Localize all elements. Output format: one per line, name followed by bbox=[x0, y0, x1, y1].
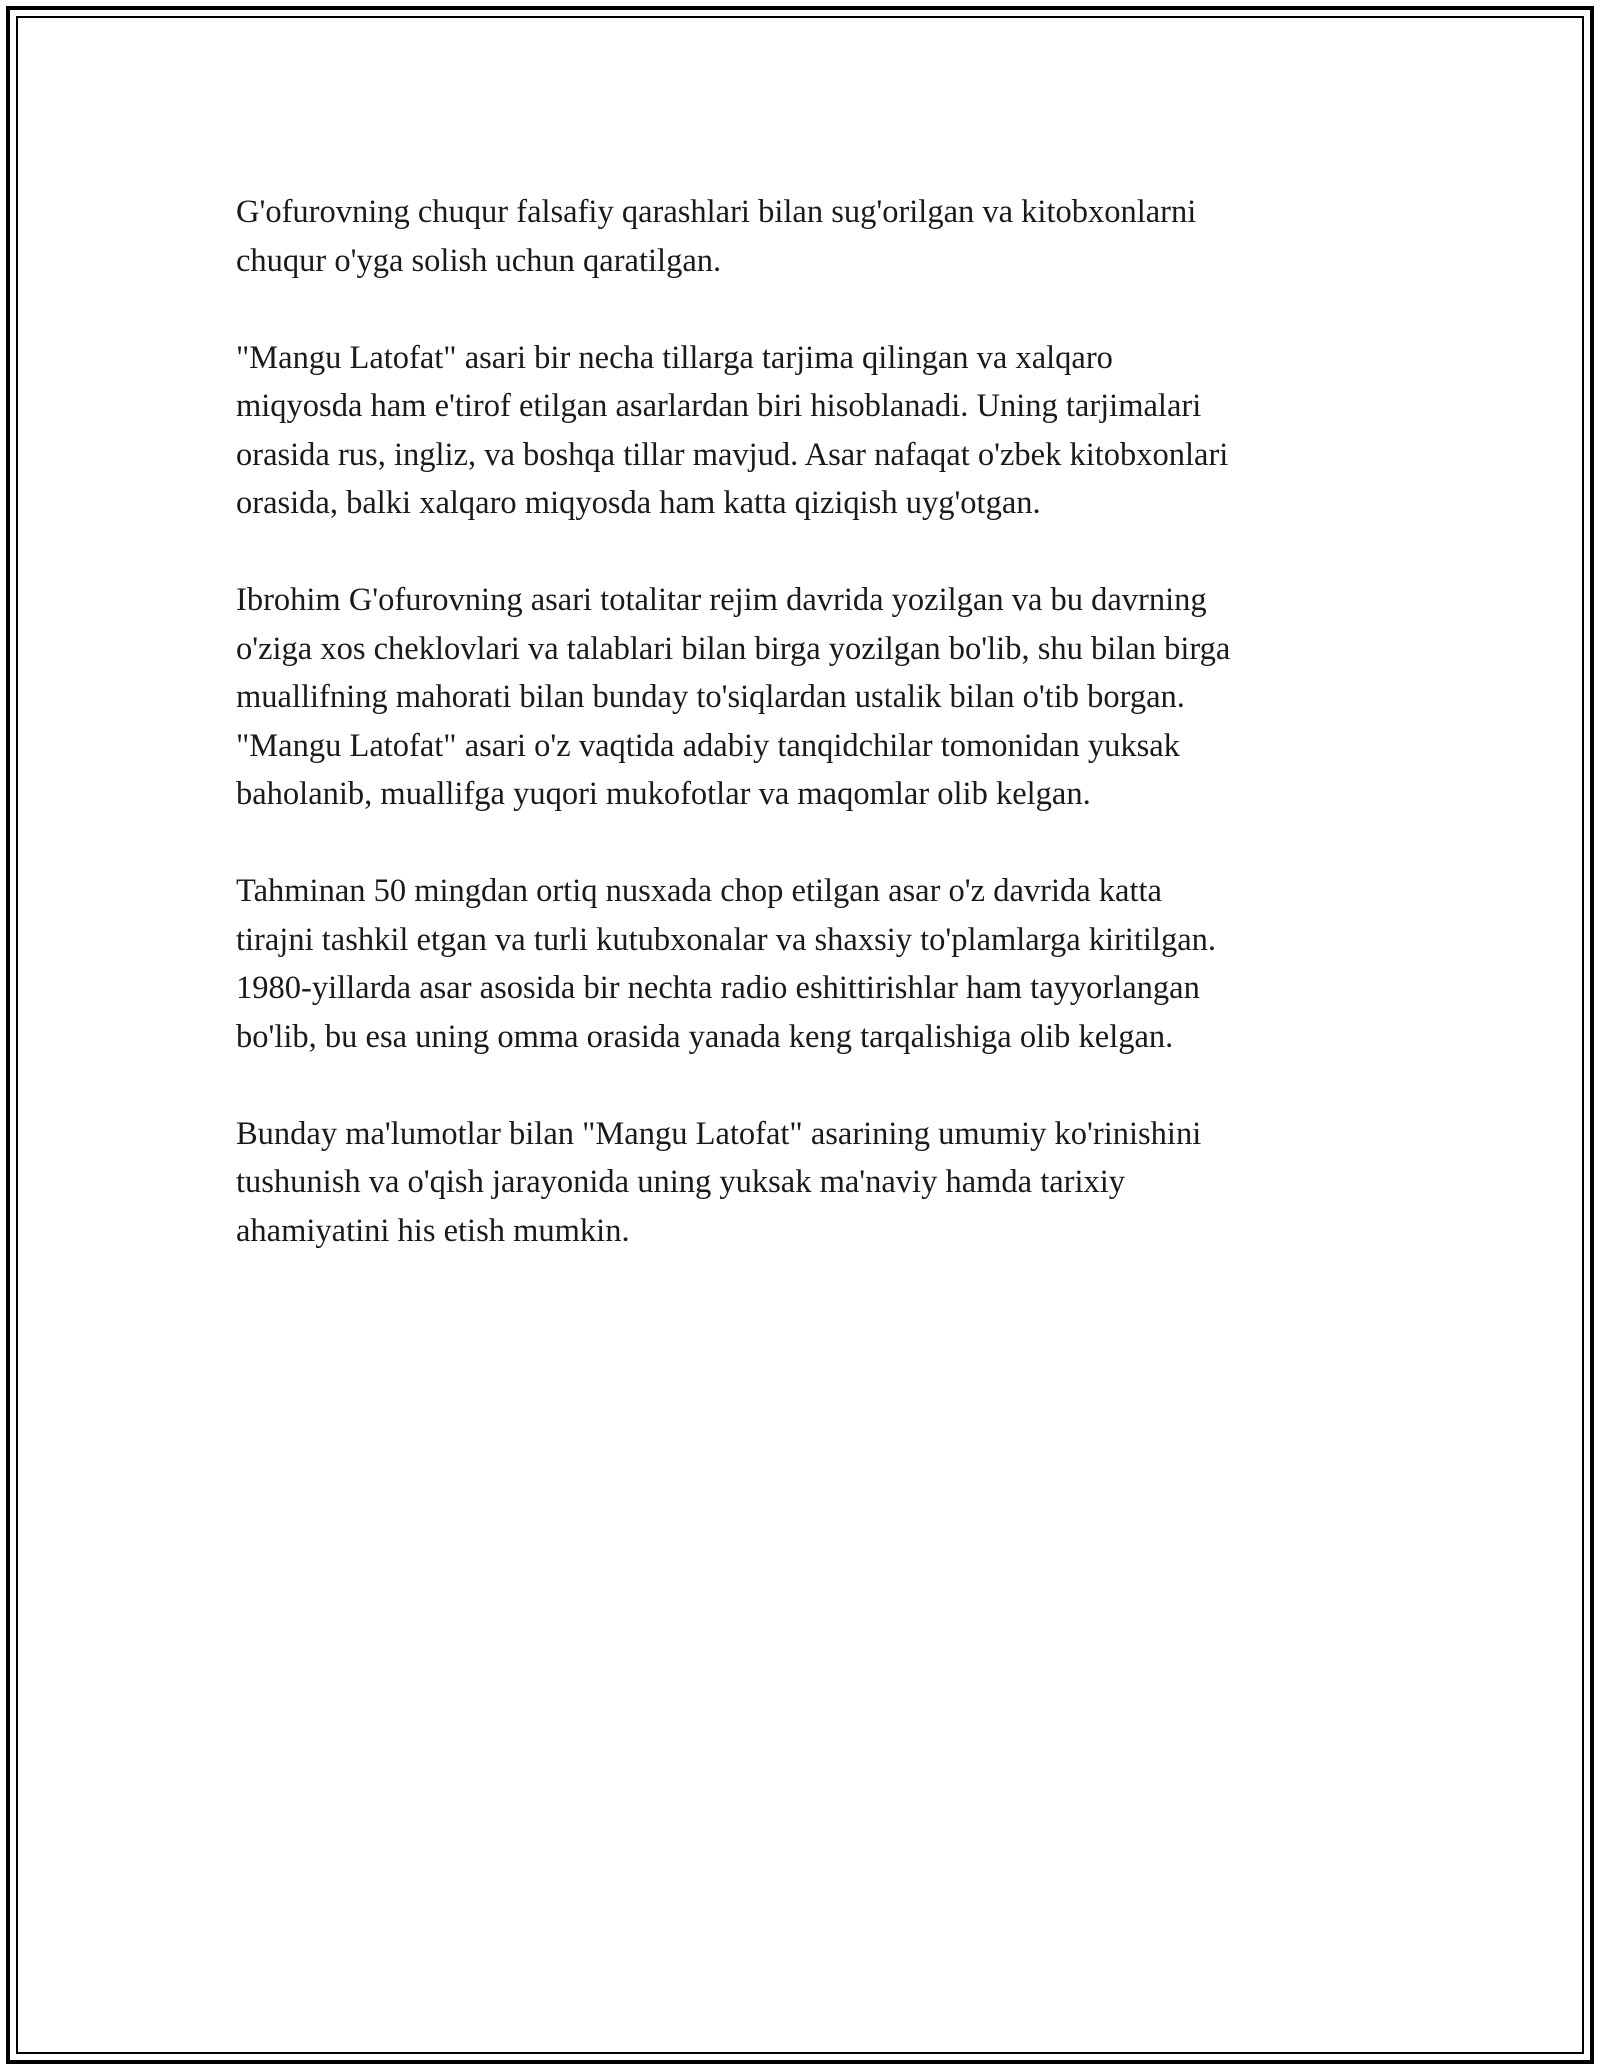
paragraph-2: "Mangu Latofat" asari bir necha tillarga tarjima qilingan va xalqaro miqyosda ham e'tirof etilgan asarlardan biri hisoblanadi. Uning tarjimalari orasida rus, ingliz, va boshqa tillar mavjud. Asar nafaqat o'zbek kitobxonlari orasida, balki xalqaro miqyosda ham katta qiziqish uyg'otgan. bbox=[236, 339, 1229, 521]
paragraph-3: Ibrohim G'ofurovning asari totalitar rejim davrida yozilgan va bu davrning o'ziga xos cheklovlari va talablari bilan birga yozilgan bo'lib, shu bilan birga muallifning mahorati bilan bunday to'siqlardan ustalik bilan o'tib borgan. "Mangu Latofat" asari o'z vaqtida adabiy tanqidchilar tomonidan yuksak baholanib, muallifga yuqori mukofotlar va maqomlar olib kelgan. bbox=[236, 582, 1231, 812]
document-body bbox=[236, 188, 1416, 1304]
paragraph-4: Tahminan 50 mingdan ortiq nusxada chop etilgan asar o'z davrida katta tirajni tashkil etgan va turli kutubxonalar va shaxsiy to'plamlarga kiritilgan. 1980-yillarda asar asosida bir nechta radio eshittirishlar ham tayyorlangan bo'lib, bu esa uning omma orasida yanada keng tarqalishiga olib kelgan. bbox=[236, 873, 1217, 1055]
paragraph-5: Bunday ma'lumotlar bilan "Mangu Latofat" asarining umumiy ko'rinishini tushunish va o'qish jarayonida uning yuksak ma'naviy hamda tarixiy ahamiyatini his etish mumkin. bbox=[236, 1115, 1202, 1249]
paragraph-1: G'ofurovning chuqur falsafiy qarashlari bilan sug'orilgan va kitobxonlarni chuqur o'yga solish uchun qaratilgan. bbox=[236, 194, 1197, 279]
